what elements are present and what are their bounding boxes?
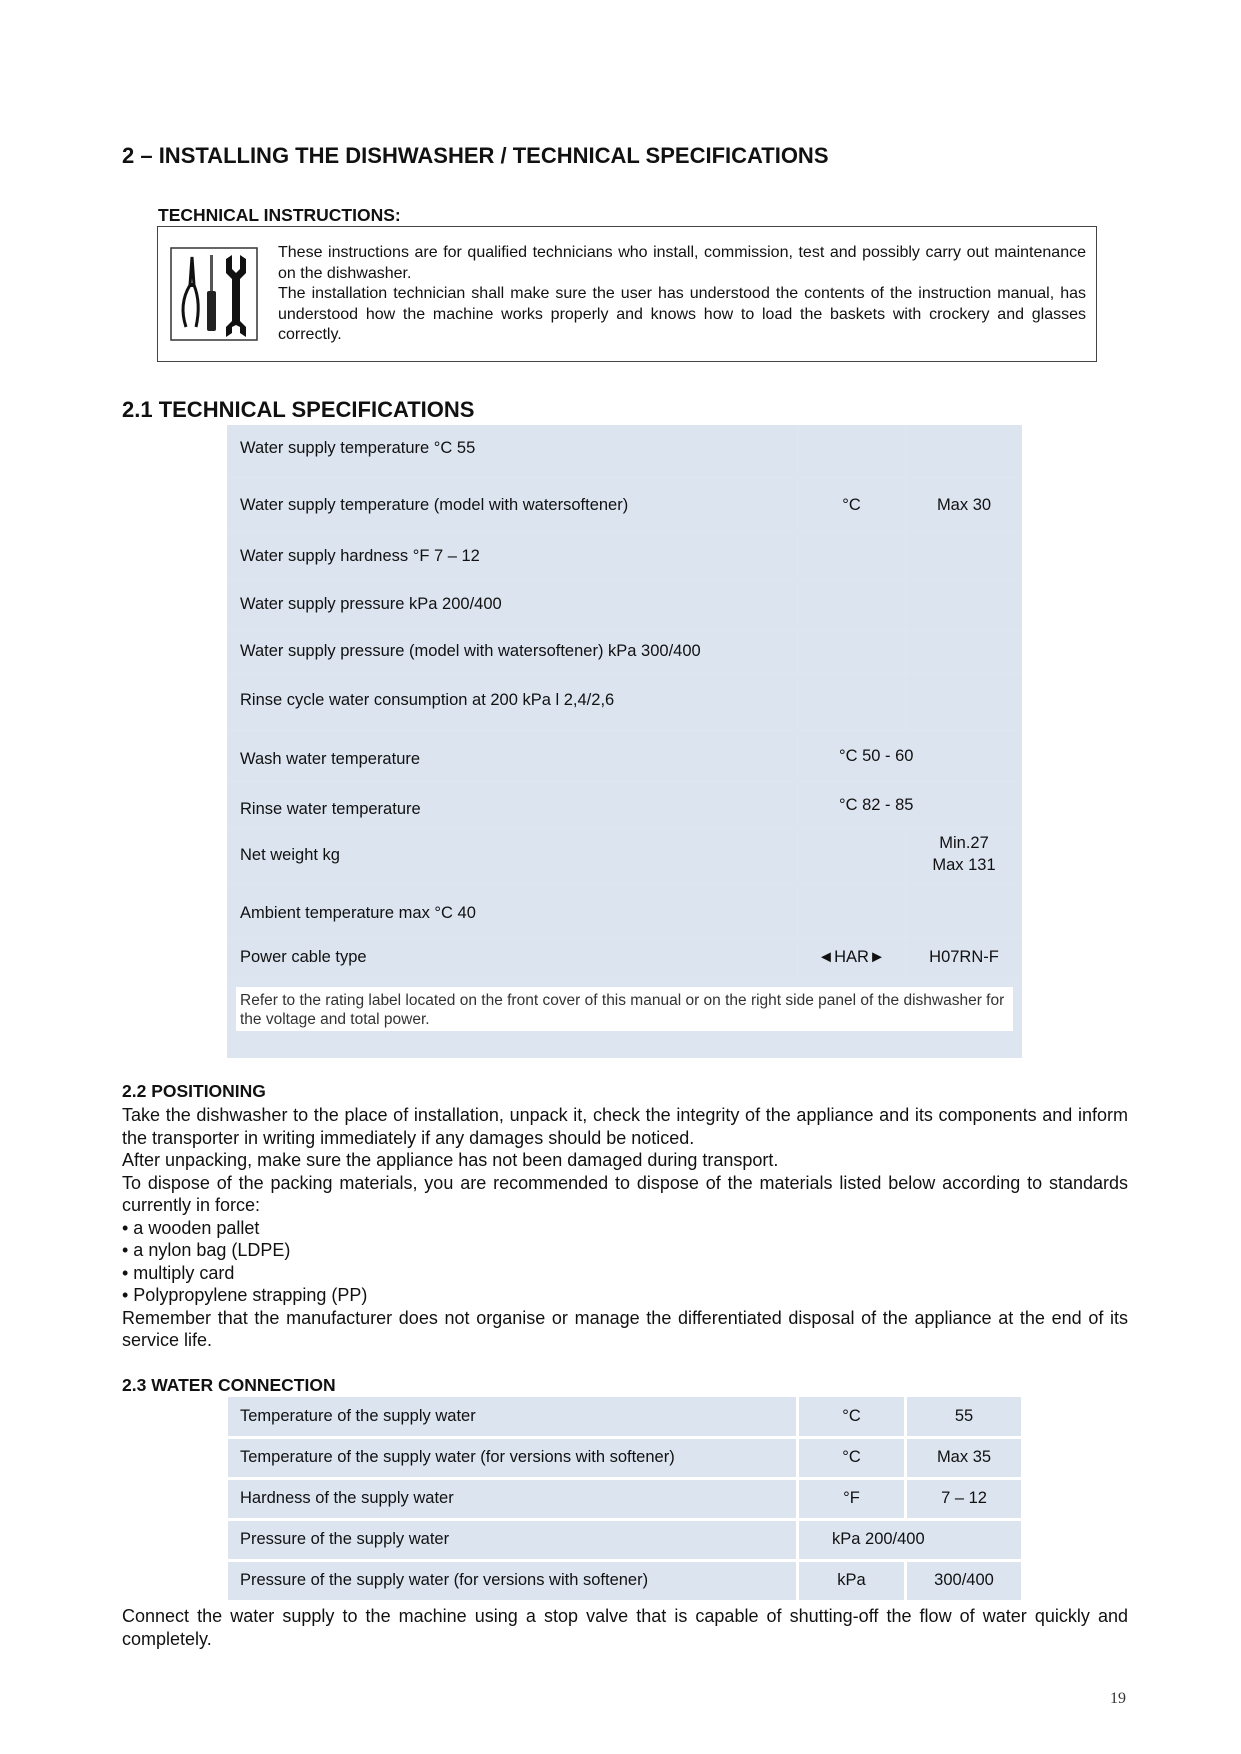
spec-label: Rinse water temperature [240,800,421,818]
table-row [227,1521,1022,1559]
spec-label: Water supply temperature (model with watersoftener) [240,496,629,514]
spec-label: Water supply temperature °C 55 [240,439,476,457]
spec-value-min: Min.27 [939,834,989,852]
positioning-para-4: Remember that the manufacturer does not organise or manage the differentiated disposal of the appliance at the end of its service life. [122,1307,1128,1350]
table-row [227,425,1022,476]
spec-label: Water supply hardness °F 7 – 12 [240,547,480,565]
tech-para-2: The installation technician shall make sure the user has understood the contents of the instruction manual, has understood how the machine works properly and knows how to load the baskets with crockery and glasses correctly. [278,285,1086,343]
list-item: • a nylon bag (LDPE) [122,1240,291,1260]
spec-label: Net weight kg [240,846,340,864]
table-row [227,1562,1022,1600]
tech-para-1: These instructions are for qualified technicians who install, commission, test and possibly carry out maintenance on the dishwasher. [278,244,1086,282]
table-row [227,534,1022,579]
table-row [227,632,1022,672]
table-row [227,1480,1022,1518]
water-value: kPa 200/400 [832,1530,925,1548]
table-row [227,732,1022,780]
water-unit: kPa [837,1571,866,1589]
table-row [227,783,1022,826]
table-row [227,479,1022,531]
water-label: Pressure of the supply water (for versions with softener) [240,1571,649,1589]
positioning-para-2: After unpacking, make sure the appliance has not been damaged during transport. [122,1150,779,1170]
water-value: 300/400 [934,1571,994,1589]
water-connection-heading: 2.3 WATER CONNECTION [122,1375,336,1395]
spec-value: Max 30 [936,496,992,514]
spec-value: °C 82 - 85 [839,796,914,814]
positioning-para-3: To dispose of the packing materials, you are recommended to dispose of the materials listed below according to standards currently in force: [122,1172,1128,1215]
positioning-text [122,1104,1128,1352]
list-item: • Polypropylene strapping (PP) [122,1285,368,1305]
technical-instructions-text [278,243,1086,346]
water-label: Pressure of the supply water [240,1530,450,1548]
rating-note [236,987,1013,1031]
table-row [227,886,1022,936]
water-value: Max 35 [936,1448,992,1466]
table-row [227,939,1022,976]
list-item: • a wooden pallet [122,1217,260,1238]
page-heading: 2 – INSTALLING THE DISHWASHER / TECHNICAL SPECIFICATIONS [122,143,829,168]
table-row [227,1439,1022,1477]
water-value: 7 – 12 [941,1489,987,1507]
rating-note-text: Refer to the rating label located on the front cover of this manual or on the right side panel of the dishwasher for the voltage and total power. [240,992,1005,1028]
spec-unit: ◄HAR► [817,948,886,966]
spec-label: Wash water temperature [240,750,421,768]
tools-icon [170,247,258,341]
water-unit: °F [843,1489,860,1507]
technical-instructions-box [157,226,1097,362]
spec-label: Ambient temperature max °C 40 [240,904,476,922]
page-number: 19 [1110,1690,1126,1707]
spec-unit: °C [842,496,861,514]
table-row [227,1397,1022,1436]
spec-label: Water supply pressure (model with watersoftener) kPa 300/400 [240,642,701,660]
positioning-heading: 2.2 POSITIONING [122,1081,266,1101]
water-label: Temperature of the supply water [240,1407,476,1425]
specs-heading: 2.1 TECHNICAL SPECIFICATIONS [122,397,475,422]
spec-value: °C 50 - 60 [839,747,914,765]
table-row [227,582,1022,629]
water-connection-text: Connect the water supply to the machine using a stop valve that is capable of shutting-off the flow of water quickly and completely. [122,1606,1128,1649]
spec-label: Power cable type [240,948,367,966]
spec-label: Water supply pressure kPa 200/400 [240,595,502,613]
spec-value-max: Max 131 [932,856,996,874]
water-label: Hardness of the supply water [240,1489,454,1507]
water-value: 55 [954,1407,974,1425]
spec-value: H07RN-F [929,948,999,966]
packing-materials-list [122,1217,1128,1307]
table-row [227,675,1022,729]
water-label: Temperature of the supply water (for versions with softener) [240,1448,675,1466]
spec-label: Rinse cycle water consumption at 200 kPa l 2,4/2,6 [240,691,615,709]
water-unit: °C [842,1407,861,1425]
list-item: • multiply card [122,1262,235,1283]
water-unit: °C [842,1448,861,1466]
table-row [227,829,1022,883]
technical-instructions-label: TECHNICAL INSTRUCTIONS: [158,205,401,225]
positioning-para-1: Take the dishwasher to the place of installation, unpack it, check the integrity of the appliance and its components and inform the transporter in writing immediately if any damages should be noticed. [122,1105,1128,1148]
